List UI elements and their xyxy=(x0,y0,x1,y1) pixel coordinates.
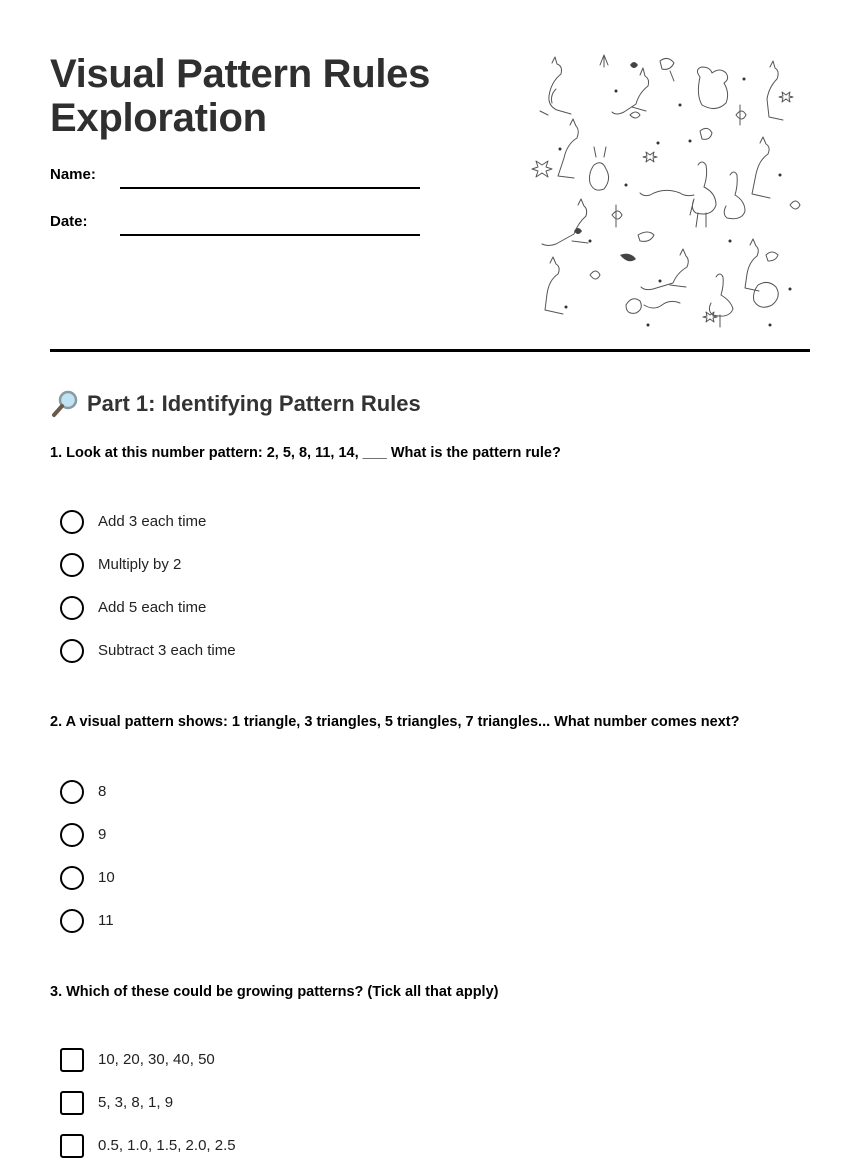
option-label: 8 xyxy=(98,783,107,800)
question-1-options xyxy=(60,500,660,672)
leaf-sketch xyxy=(590,271,600,279)
question-3-options xyxy=(60,1038,660,1161)
question-2-option-2[interactable] xyxy=(60,813,660,856)
option-label: Add 5 each time xyxy=(98,599,207,616)
radio-button[interactable] xyxy=(60,866,84,890)
date-input-line[interactable] xyxy=(120,234,420,236)
radio-button[interactable] xyxy=(60,823,84,847)
question-3-text: 3. Which of these could be growing patterns? (Tick all that apply) xyxy=(50,984,499,1000)
title-line-1: Visual Pattern Rules xyxy=(50,52,431,96)
pattern-fills xyxy=(574,62,638,261)
date-label: Date: xyxy=(50,213,88,230)
flower-sketch xyxy=(703,312,717,322)
leaf-sketch xyxy=(630,112,640,118)
bird-sketch xyxy=(766,252,778,261)
radio-button[interactable] xyxy=(60,553,84,577)
option-label: Subtract 3 each time xyxy=(98,642,236,659)
question-2-option-3[interactable] xyxy=(60,856,660,899)
name-label: Name: xyxy=(50,166,96,183)
bird-sketch xyxy=(700,128,712,139)
question-2-text: 2. A visual pattern shows: 1 triangle, 3 triangles, 5 triangles, 7 triangles... What number comes next? xyxy=(50,714,740,730)
kangaroo-sketch xyxy=(767,61,783,120)
option-label: 11 xyxy=(98,912,114,929)
kangaroo-sketch xyxy=(542,199,588,246)
radio-button[interactable] xyxy=(60,596,84,620)
worksheet-page xyxy=(50,0,810,1154)
kangaroo-sketch xyxy=(752,137,770,198)
kangaroo-sketch xyxy=(641,249,688,290)
question-1-option-2[interactable] xyxy=(60,543,660,586)
option-label: 9 xyxy=(98,826,107,843)
part1-title: Part 1: Identifying Pattern Rules xyxy=(87,391,421,416)
name-field xyxy=(50,164,420,194)
checkbox[interactable] xyxy=(60,1134,84,1158)
platypus-sketch xyxy=(640,190,694,195)
header-divider xyxy=(50,349,810,352)
leaf-sketch xyxy=(790,201,800,209)
option-label: Add 3 each time xyxy=(98,513,207,530)
radio-button[interactable] xyxy=(60,780,84,804)
flower-sketch xyxy=(643,152,657,162)
option-label: 10 xyxy=(98,869,115,886)
worksheet-title xyxy=(50,52,520,140)
question-1-text: 1. Look at this number pattern: 2, 5, 8, 11, 14, ___ What is the pattern rule? xyxy=(50,445,561,461)
option-label: 0.5, 1.0, 1.5, 2.0, 2.5 xyxy=(98,1137,236,1154)
checkbox[interactable] xyxy=(60,1048,84,1072)
flower-sketch xyxy=(779,92,793,102)
animal-pattern-svg xyxy=(530,45,810,332)
option-label: Multiply by 2 xyxy=(98,556,182,573)
magnifying-glass-icon xyxy=(50,389,80,419)
lizard-sketch xyxy=(644,301,680,308)
radio-button[interactable] xyxy=(60,639,84,663)
title-line-2: Exploration xyxy=(50,96,267,140)
emu-sketch xyxy=(690,162,716,227)
pattern-dots xyxy=(559,78,792,327)
plant-sketch xyxy=(600,55,608,67)
question-1-option-1[interactable] xyxy=(60,500,660,543)
date-field xyxy=(50,211,420,241)
checkbox[interactable] xyxy=(60,1091,84,1115)
question-3-option-3[interactable] xyxy=(60,1124,660,1161)
radio-button[interactable] xyxy=(60,909,84,933)
worksheet-header xyxy=(50,0,810,352)
kangaroo-sketch xyxy=(745,239,759,291)
emu-sketch xyxy=(724,172,745,219)
part1-heading xyxy=(50,388,421,420)
koala-sketch xyxy=(697,67,727,109)
question-1-option-4[interactable] xyxy=(60,629,660,672)
kangaroo-sketch xyxy=(540,57,571,115)
option-label: 5, 3, 8, 1, 9 xyxy=(98,1094,174,1111)
wombat-sketch xyxy=(590,147,609,190)
question-2-option-1[interactable] xyxy=(60,770,660,813)
animal-pattern-illustration xyxy=(530,45,810,332)
flower-sketch xyxy=(532,161,552,177)
leaf-sketch xyxy=(612,205,622,227)
bird-sketch xyxy=(638,232,654,241)
question-2-option-4[interactable] xyxy=(60,899,660,942)
question-3-option-2[interactable] xyxy=(60,1081,660,1124)
kiwi-sketch xyxy=(754,282,779,307)
question-2-options xyxy=(60,770,660,942)
question-1-option-3[interactable] xyxy=(60,586,660,629)
shell-sketch xyxy=(626,299,641,314)
radio-button[interactable] xyxy=(60,510,84,534)
kangaroo-sketch xyxy=(545,257,563,314)
leaf-sketch xyxy=(736,105,746,125)
name-input-line[interactable] xyxy=(120,187,420,189)
question-3-option-1[interactable] xyxy=(60,1038,660,1081)
option-label: 10, 20, 30, 40, 50 xyxy=(98,1051,215,1068)
bird-sketch xyxy=(660,58,674,81)
